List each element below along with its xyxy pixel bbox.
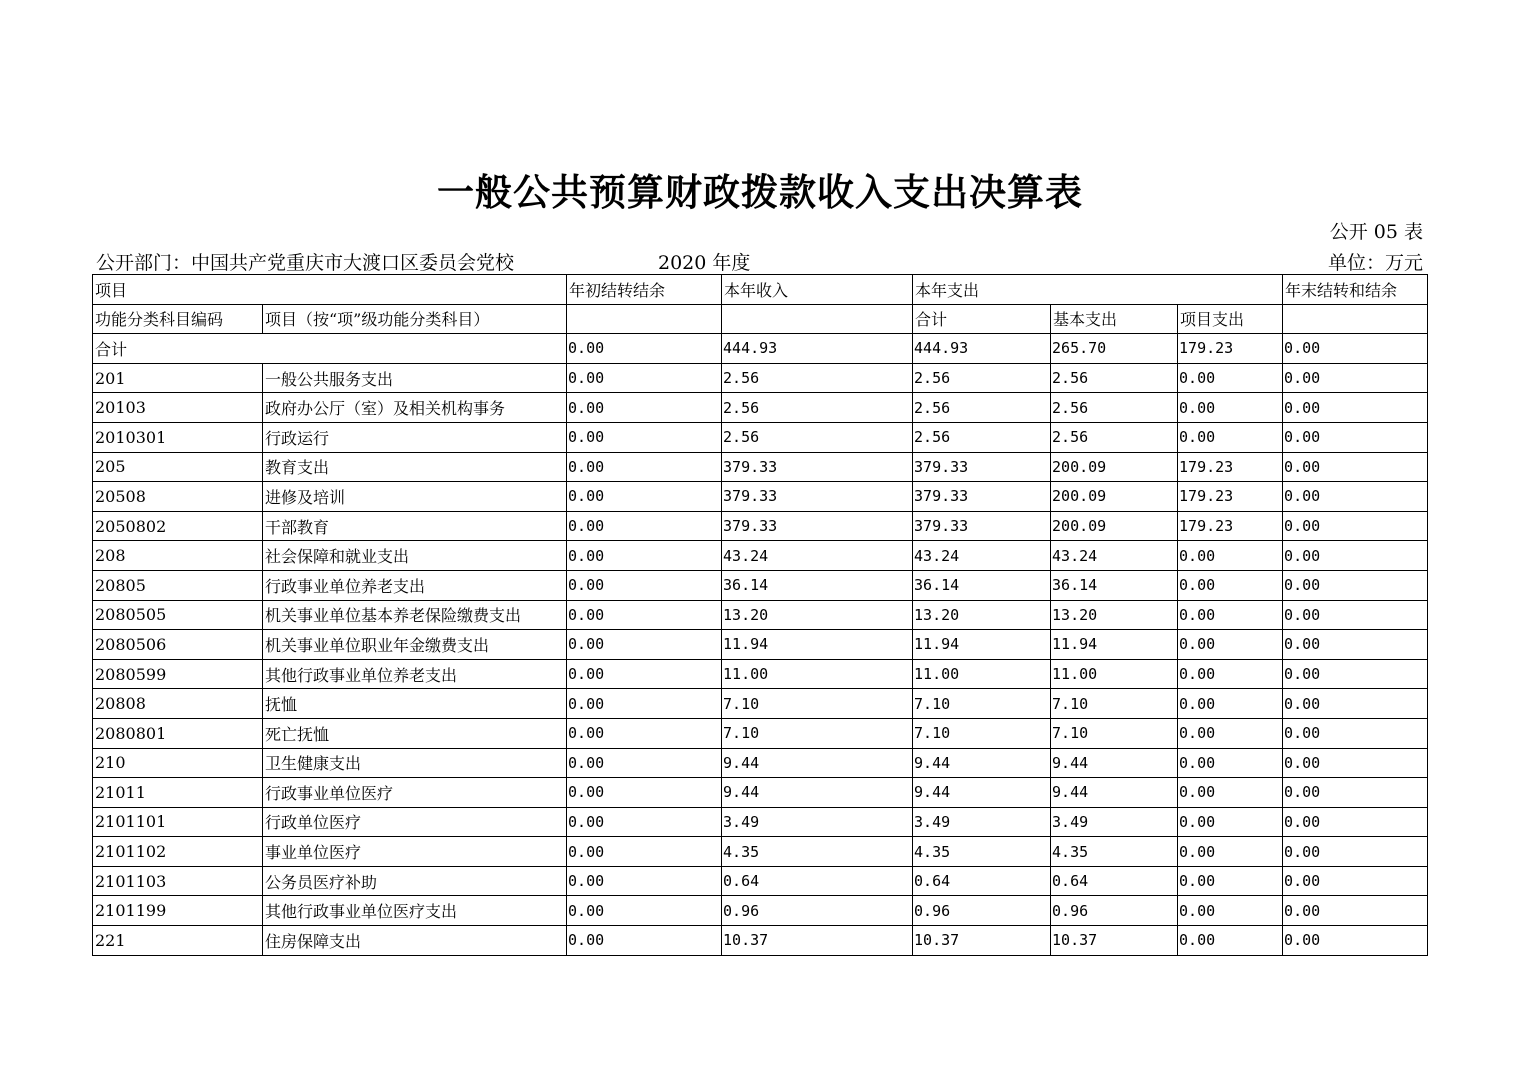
row-project: 0.00 xyxy=(1178,422,1283,452)
row-code: 20103 xyxy=(93,393,263,423)
row-end: 0.00 xyxy=(1283,837,1428,867)
row-name: 干部教育 xyxy=(263,511,567,541)
row-income: 10.37 xyxy=(722,926,913,956)
row-end: 0.00 xyxy=(1283,363,1428,393)
row-code: 201 xyxy=(93,363,263,393)
row-basic: 11.00 xyxy=(1051,659,1178,689)
header-item-name: 项目（按“项”级功能分类科目） xyxy=(263,304,567,334)
header-code: 功能分类科目编码 xyxy=(93,304,263,334)
row-code: 2080599 xyxy=(93,659,263,689)
row-name: 政府办公厅（室）及相关机构事务 xyxy=(263,393,567,423)
row-income: 9.44 xyxy=(722,748,913,778)
row-begin: 0.00 xyxy=(567,718,722,748)
row-end: 0.00 xyxy=(1283,926,1428,956)
row-code: 20508 xyxy=(93,482,263,512)
row-expense-total: 3.49 xyxy=(913,807,1051,837)
table-row xyxy=(93,659,1428,689)
row-income: 379.33 xyxy=(722,482,913,512)
table-row xyxy=(93,482,1428,512)
header-empty xyxy=(1283,304,1428,334)
row-name: 抚恤 xyxy=(263,689,567,719)
row-project: 0.00 xyxy=(1178,541,1283,571)
table-row xyxy=(93,837,1428,867)
row-begin: 0.00 xyxy=(567,689,722,719)
row-code: 221 xyxy=(93,926,263,956)
header-expense: 本年支出 xyxy=(913,275,1283,305)
header-basic: 基本支出 xyxy=(1051,304,1178,334)
row-begin: 0.00 xyxy=(567,866,722,896)
row-begin: 0.00 xyxy=(567,393,722,423)
row-project: 0.00 xyxy=(1178,748,1283,778)
row-begin: 0.00 xyxy=(567,926,722,956)
row-end: 0.00 xyxy=(1283,748,1428,778)
row-basic: 13.20 xyxy=(1051,600,1178,630)
table-row xyxy=(93,452,1428,482)
row-code: 20808 xyxy=(93,689,263,719)
row-end: 0.00 xyxy=(1283,778,1428,808)
row-expense-total: 9.44 xyxy=(913,778,1051,808)
row-income: 7.10 xyxy=(722,718,913,748)
header-income: 本年收入 xyxy=(722,275,913,305)
row-code: 2080801 xyxy=(93,718,263,748)
table-row xyxy=(93,630,1428,660)
row-expense-total: 13.20 xyxy=(913,600,1051,630)
total-begin: 0.00 xyxy=(567,334,722,364)
row-project: 179.23 xyxy=(1178,482,1283,512)
row-basic: 0.96 xyxy=(1051,896,1178,926)
row-basic: 2.56 xyxy=(1051,422,1178,452)
row-project: 0.00 xyxy=(1178,866,1283,896)
table-row xyxy=(93,748,1428,778)
total-end: 0.00 xyxy=(1283,334,1428,364)
total-label: 合计 xyxy=(93,334,567,364)
row-expense-total: 2.56 xyxy=(913,393,1051,423)
row-basic: 3.49 xyxy=(1051,807,1178,837)
table-row xyxy=(93,718,1428,748)
row-begin: 0.00 xyxy=(567,896,722,926)
row-project: 0.00 xyxy=(1178,570,1283,600)
header-empty xyxy=(567,304,722,334)
row-begin: 0.00 xyxy=(567,659,722,689)
row-income: 3.49 xyxy=(722,807,913,837)
row-income: 11.00 xyxy=(722,659,913,689)
row-expense-total: 11.00 xyxy=(913,659,1051,689)
year-label: 2020 年度 xyxy=(658,252,751,274)
header-begin-balance: 年初结转结余 xyxy=(567,275,722,305)
row-end: 0.00 xyxy=(1283,452,1428,482)
header-row-2 xyxy=(93,304,1428,334)
row-end: 0.00 xyxy=(1283,718,1428,748)
row-basic: 9.44 xyxy=(1051,748,1178,778)
row-project: 0.00 xyxy=(1178,926,1283,956)
row-name: 行政运行 xyxy=(263,422,567,452)
row-end: 0.00 xyxy=(1283,630,1428,660)
row-expense-total: 2.56 xyxy=(913,422,1051,452)
header-project: 项目支出 xyxy=(1178,304,1283,334)
table-row xyxy=(93,866,1428,896)
row-basic: 9.44 xyxy=(1051,778,1178,808)
row-income: 13.20 xyxy=(722,600,913,630)
row-name: 其他行政事业单位医疗支出 xyxy=(263,896,567,926)
table-row xyxy=(93,393,1428,423)
row-income: 4.35 xyxy=(722,837,913,867)
form-number: 公开 05 表 xyxy=(1329,221,1423,243)
total-basic: 265.70 xyxy=(1051,334,1178,364)
table-row xyxy=(93,541,1428,571)
row-income: 2.56 xyxy=(722,393,913,423)
total-income: 444.93 xyxy=(722,334,913,364)
row-end: 0.00 xyxy=(1283,541,1428,571)
row-project: 0.00 xyxy=(1178,363,1283,393)
row-project: 179.23 xyxy=(1178,511,1283,541)
row-project: 0.00 xyxy=(1178,630,1283,660)
row-code: 2080505 xyxy=(93,600,263,630)
row-income: 43.24 xyxy=(722,541,913,571)
row-project: 0.00 xyxy=(1178,718,1283,748)
row-code: 205 xyxy=(93,452,263,482)
row-basic: 7.10 xyxy=(1051,718,1178,748)
row-begin: 0.00 xyxy=(567,778,722,808)
row-project: 0.00 xyxy=(1178,837,1283,867)
row-income: 379.33 xyxy=(722,511,913,541)
row-code: 2101101 xyxy=(93,807,263,837)
row-project: 0.00 xyxy=(1178,896,1283,926)
row-income: 9.44 xyxy=(722,778,913,808)
row-project: 0.00 xyxy=(1178,807,1283,837)
row-basic: 2.56 xyxy=(1051,393,1178,423)
table-row xyxy=(93,511,1428,541)
row-project: 0.00 xyxy=(1178,778,1283,808)
table-row xyxy=(93,807,1428,837)
department-label: 公开部门：中国共产党重庆市大渡口区委员会党校 xyxy=(96,252,515,274)
row-project: 0.00 xyxy=(1178,393,1283,423)
row-basic: 7.10 xyxy=(1051,689,1178,719)
row-income: 0.64 xyxy=(722,866,913,896)
row-begin: 0.00 xyxy=(567,452,722,482)
row-basic: 43.24 xyxy=(1051,541,1178,571)
row-end: 0.00 xyxy=(1283,422,1428,452)
row-income: 2.56 xyxy=(722,422,913,452)
row-name: 其他行政事业单位养老支出 xyxy=(263,659,567,689)
row-expense-total: 7.10 xyxy=(913,689,1051,719)
row-code: 2101102 xyxy=(93,837,263,867)
row-name: 行政事业单位养老支出 xyxy=(263,570,567,600)
total-row xyxy=(93,334,1428,364)
row-name: 机关事业单位职业年金缴费支出 xyxy=(263,630,567,660)
header-empty xyxy=(722,304,913,334)
row-end: 0.00 xyxy=(1283,600,1428,630)
row-project: 179.23 xyxy=(1178,452,1283,482)
total-project: 179.23 xyxy=(1178,334,1283,364)
row-project: 0.00 xyxy=(1178,600,1283,630)
row-name: 一般公共服务支出 xyxy=(263,363,567,393)
row-basic: 36.14 xyxy=(1051,570,1178,600)
row-begin: 0.00 xyxy=(567,837,722,867)
row-name: 机关事业单位基本养老保险缴费支出 xyxy=(263,600,567,630)
row-basic: 200.09 xyxy=(1051,482,1178,512)
row-expense-total: 7.10 xyxy=(913,718,1051,748)
table-row xyxy=(93,422,1428,452)
table-row xyxy=(93,363,1428,393)
row-code: 208 xyxy=(93,541,263,571)
row-name: 教育支出 xyxy=(263,452,567,482)
row-basic: 200.09 xyxy=(1051,511,1178,541)
row-income: 36.14 xyxy=(722,570,913,600)
row-expense-total: 379.33 xyxy=(913,452,1051,482)
row-expense-total: 36.14 xyxy=(913,570,1051,600)
unit-label: 单位：万元 xyxy=(1327,252,1423,274)
row-expense-total: 9.44 xyxy=(913,748,1051,778)
row-expense-total: 0.64 xyxy=(913,866,1051,896)
row-end: 0.00 xyxy=(1283,689,1428,719)
row-end: 0.00 xyxy=(1283,393,1428,423)
row-income: 2.56 xyxy=(722,363,913,393)
row-end: 0.00 xyxy=(1283,866,1428,896)
row-begin: 0.00 xyxy=(567,511,722,541)
table-row xyxy=(93,570,1428,600)
row-name: 行政事业单位医疗 xyxy=(263,778,567,808)
row-code: 2101199 xyxy=(93,896,263,926)
table-row xyxy=(93,896,1428,926)
row-basic: 4.35 xyxy=(1051,837,1178,867)
row-expense-total: 379.33 xyxy=(913,482,1051,512)
row-code: 20805 xyxy=(93,570,263,600)
row-code: 2101103 xyxy=(93,866,263,896)
row-expense-total: 10.37 xyxy=(913,926,1051,956)
row-expense-total: 43.24 xyxy=(913,541,1051,571)
row-income: 11.94 xyxy=(722,630,913,660)
row-code: 2010301 xyxy=(93,422,263,452)
row-begin: 0.00 xyxy=(567,748,722,778)
table-row xyxy=(93,600,1428,630)
row-name: 社会保障和就业支出 xyxy=(263,541,567,571)
budget-table xyxy=(92,274,1428,956)
header-total: 合计 xyxy=(913,304,1051,334)
row-project: 0.00 xyxy=(1178,659,1283,689)
header-end-balance: 年末结转和结余 xyxy=(1283,275,1428,305)
header-item: 项目 xyxy=(93,275,567,305)
row-basic: 200.09 xyxy=(1051,452,1178,482)
row-begin: 0.00 xyxy=(567,630,722,660)
row-basic: 2.56 xyxy=(1051,363,1178,393)
row-expense-total: 0.96 xyxy=(913,896,1051,926)
page-title: 一般公共预算财政拨款收入支出决算表 xyxy=(437,171,1083,214)
row-end: 0.00 xyxy=(1283,659,1428,689)
row-name: 住房保障支出 xyxy=(263,926,567,956)
table-row xyxy=(93,689,1428,719)
header-row-1 xyxy=(93,275,1428,305)
row-end: 0.00 xyxy=(1283,482,1428,512)
row-end: 0.00 xyxy=(1283,570,1428,600)
row-name: 进修及培训 xyxy=(263,482,567,512)
total-expense: 444.93 xyxy=(913,334,1051,364)
row-basic: 11.94 xyxy=(1051,630,1178,660)
table-row xyxy=(93,778,1428,808)
row-end: 0.00 xyxy=(1283,896,1428,926)
row-name: 死亡抚恤 xyxy=(263,718,567,748)
row-expense-total: 4.35 xyxy=(913,837,1051,867)
row-begin: 0.00 xyxy=(567,570,722,600)
row-begin: 0.00 xyxy=(567,807,722,837)
row-code: 2080506 xyxy=(93,630,263,660)
row-basic: 0.64 xyxy=(1051,866,1178,896)
row-begin: 0.00 xyxy=(567,482,722,512)
row-end: 0.00 xyxy=(1283,511,1428,541)
row-project: 0.00 xyxy=(1178,689,1283,719)
row-begin: 0.00 xyxy=(567,600,722,630)
row-begin: 0.00 xyxy=(567,541,722,571)
row-income: 0.96 xyxy=(722,896,913,926)
row-income: 379.33 xyxy=(722,452,913,482)
row-begin: 0.00 xyxy=(567,363,722,393)
row-name: 卫生健康支出 xyxy=(263,748,567,778)
row-code: 21011 xyxy=(93,778,263,808)
row-end: 0.00 xyxy=(1283,807,1428,837)
row-basic: 10.37 xyxy=(1051,926,1178,956)
row-name: 公务员医疗补助 xyxy=(263,866,567,896)
row-income: 7.10 xyxy=(722,689,913,719)
table-row xyxy=(93,926,1428,956)
row-expense-total: 11.94 xyxy=(913,630,1051,660)
row-expense-total: 2.56 xyxy=(913,363,1051,393)
row-begin: 0.00 xyxy=(567,422,722,452)
row-name: 事业单位医疗 xyxy=(263,837,567,867)
row-code: 210 xyxy=(93,748,263,778)
row-code: 2050802 xyxy=(93,511,263,541)
row-expense-total: 379.33 xyxy=(913,511,1051,541)
row-name: 行政单位医疗 xyxy=(263,807,567,837)
